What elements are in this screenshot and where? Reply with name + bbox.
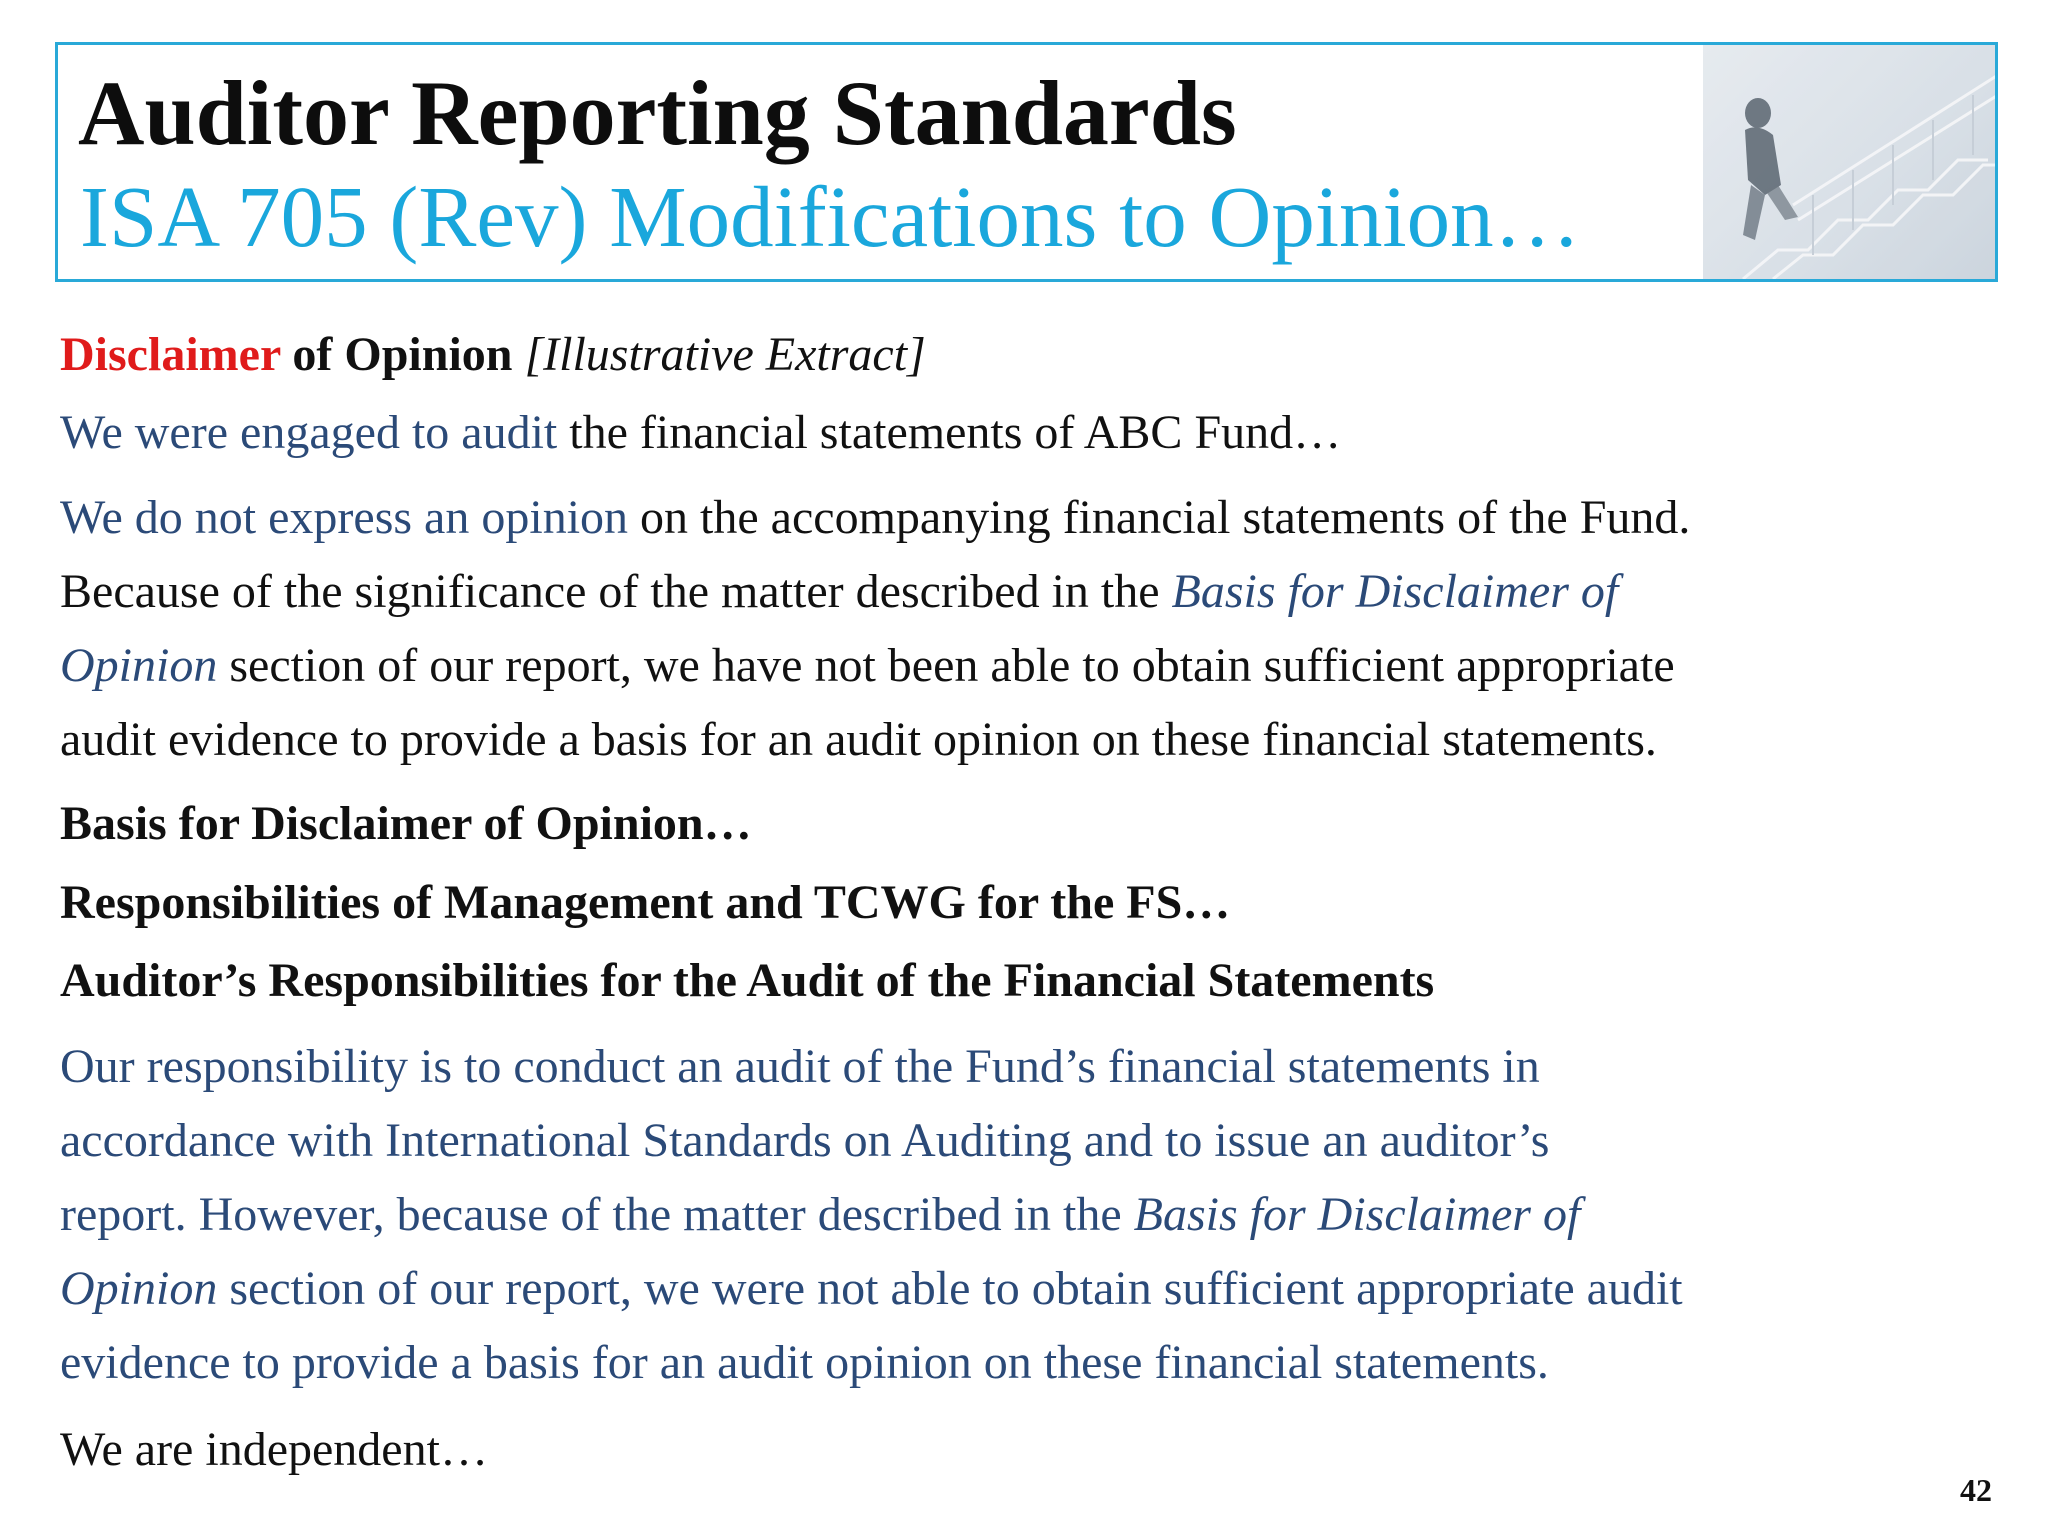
slide-subtitle: ISA 705 (Rev) Modifications to Opinion… bbox=[80, 168, 1581, 265]
no-opinion-paragraph-line-1 bbox=[60, 481, 2020, 555]
responsibility-paragraph-line-1: Our responsibility is to conduct an audit of the Fund’s financial statements in bbox=[60, 1040, 1540, 1093]
responsibility-paragraph-line-4 bbox=[60, 1252, 2020, 1326]
no-opinion-paragraph-line-4: audit evidence to provide a basis for an audit opinion on these financial statements. bbox=[60, 713, 1657, 766]
illustrative-extract-label: [Illustrative Extract] bbox=[524, 328, 926, 381]
opinion-italic-2: Opinion bbox=[60, 1262, 218, 1315]
opinion-italic: Opinion bbox=[60, 639, 218, 692]
stairs-photo bbox=[1703, 45, 1998, 279]
section-text: section of our report, we have not been able to obtain sufficient appropriate bbox=[217, 639, 1675, 692]
responsibility-paragraph-line-2: accordance with International Standards on Auditing and to issue an auditor’s bbox=[60, 1114, 1550, 1167]
engaged-line bbox=[60, 396, 2020, 470]
responsibility-paragraph-line-5: evidence to provide a basis for an audit opinion on these financial statements. bbox=[60, 1336, 1549, 1389]
slide-title: Auditor Reporting Standards bbox=[78, 62, 1237, 164]
stairs-illustration bbox=[1703, 45, 1998, 279]
disclaimer-heading bbox=[60, 318, 2020, 392]
engaged-phrase: We were engaged to audit bbox=[60, 406, 558, 459]
independent-line: We are independent… bbox=[60, 1423, 488, 1476]
basis-reference-italic: Basis for Disclaimer of bbox=[1171, 565, 1619, 618]
disclaimer-word: Disclaimer bbox=[60, 328, 281, 381]
responsibility-paragraph-line-3 bbox=[60, 1178, 2020, 1252]
no-opinion-phrase: We do not express an opinion bbox=[60, 491, 629, 544]
auditor-responsibilities-heading: Auditor’s Responsibilities for the Audit of the Financial Statements bbox=[60, 954, 1435, 1007]
section-text-2: section of our report, we were not able to obtain sufficient appropriate audit bbox=[217, 1262, 1683, 1315]
no-opinion-paragraph-line-3 bbox=[60, 629, 2020, 703]
responsibilities-management-heading: Responsibilities of Management and TCWG for the FS… bbox=[60, 876, 1231, 929]
significance-text: Because of the significance of the matter described in the bbox=[60, 565, 1172, 618]
no-opinion-paragraph-line-2 bbox=[60, 555, 2020, 629]
basis-heading: Basis for Disclaimer of Opinion… bbox=[60, 797, 752, 850]
no-opinion-rest: on the accompanying financial statements of the Fund. bbox=[628, 491, 1691, 544]
however-text: report. However, because of the matter described in the bbox=[60, 1188, 1134, 1241]
page-number: 42 bbox=[1960, 1472, 1992, 1508]
basis-reference-italic-2: Basis for Disclaimer of bbox=[1133, 1188, 1581, 1241]
title-box bbox=[55, 42, 1998, 282]
engaged-rest: the financial statements of ABC Fund… bbox=[557, 406, 1342, 459]
heading-of-opinion: of Opinion bbox=[280, 328, 525, 381]
